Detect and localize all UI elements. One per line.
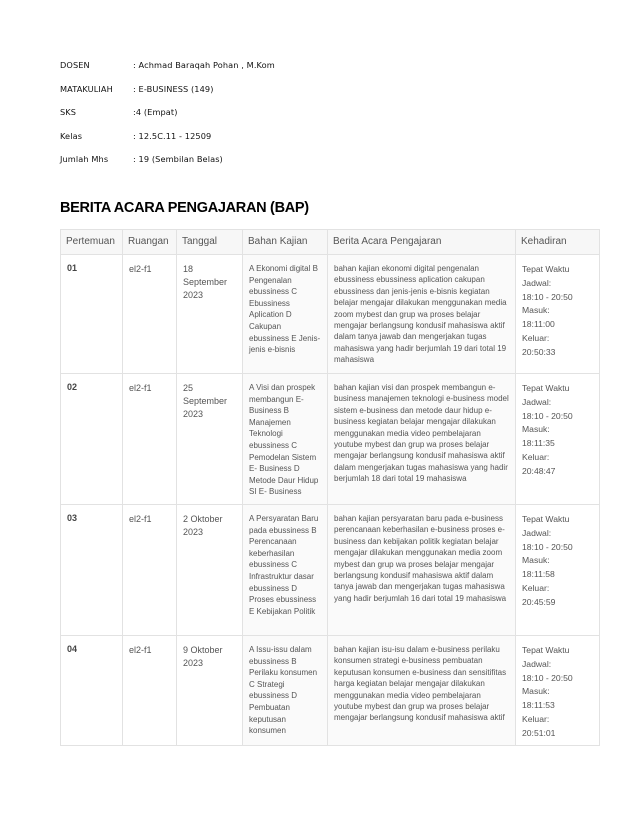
header-tanggal: Tanggal [177,230,243,255]
masuk-label: Masuk: [522,686,550,697]
pertemuan-cell: 01 [61,255,123,374]
jadwal-label: Jadwal: [522,396,552,407]
jadwal-value: 18:10 - 20:50 [522,541,573,552]
keluar-label: Keluar: [522,713,550,724]
berita-acara-cell: bahan kajian isu-isu dalam e-business perilaku konsumen strategi e-business pembuatan keputusan konsumen e-business dan sensitifitas harga kegiatan belajar mengajar dilakukan menggunakan media video pembelajaran youtube mybest dan grup wa proses belajar mengajar berlangsung kondusif mahasiswa aktif [328,636,516,746]
jadwal-value: 18:10 - 20:50 [522,410,573,421]
course-info [60,60,275,178]
kehadiran-cell [516,374,600,505]
header-berita-acara: Berita Acara Pengajaran [328,230,516,255]
kehadiran-cell [516,505,600,636]
table-header-row [61,230,600,255]
keluar-label: Keluar: [522,332,550,343]
table-row [61,374,600,505]
ruangan-cell: el2-f1 [123,636,177,746]
table-row [61,636,600,746]
info-row-sks [60,107,275,131]
page-title: BERITA ACARA PENGAJARAN (BAP) [60,200,309,216]
keluar-value: 20:50:33 [522,346,556,357]
matakuliah-value: : E-BUSINESS (149) [133,83,214,94]
bahan-kajian-cell: A Ekonomi digital B Pengenalan ebussiness C Ebussiness Aplication D Cakupan ebussiness E Jenis-jenis e-bisnis [243,255,328,374]
status-text: Tepat Waktu [522,383,570,393]
table-row [61,255,600,374]
jadwal-label: Jadwal: [522,658,552,669]
masuk-value: 18:11:00 [522,319,555,330]
masuk-value: 18:11:35 [522,438,555,449]
kelas-value: : 12.5C.11 - 12509 [133,130,212,141]
berita-acara-cell: bahan kajian persyaratan baru pada e-business perencanaan keberhasilan e-business proses e-business dan kebijakan politik kegiatan belajar mengajar dilakukan menggunakan media zoom mybest dan grup wa proses belajar mengajar berlangsung kondusif mahasiswa aktif dalam tanya jawab dan mengerjakan tugas mahasiswa yang hadir berjumlah 16 dari total 19 mahasiswa [328,505,516,636]
header-kehadiran: Kehadiran [516,230,600,255]
tanggal-cell: 9 Oktober 2023 [177,636,243,746]
pertemuan-cell: 04 [61,636,123,746]
keluar-label: Keluar: [522,582,550,593]
bahan-kajian-cell: A Issu-issu dalam ebussiness B Perilaku konsumen C Strategi ebussiness D Pembuatan keputusan konsumen [243,636,328,746]
header-ruangan: Ruangan [123,230,177,255]
kelas-label: Kelas [60,130,83,141]
jadwal-value: 18:10 - 20:50 [522,291,573,302]
jadwal-label: Jadwal: [522,527,552,538]
tanggal-cell: 18 September 2023 [177,255,243,374]
keluar-value: 20:48:47 [522,465,556,476]
matakuliah-label: MATAKULIAH [60,83,113,94]
berita-acara-cell: bahan kajian visi dan prospek membangun e-business manajemen teknologi e-business model sistem e-business dan metode daur hidup e-business kegiatan belajar mengajar dilakukan menggunakan media video pembelajaran youtube mybest dan grup wa proses belajar mengajar berlangsung kondusif mahasiswa aktif dalam mengerjakan tugas mahasiswa yang hadir berjumlah 18 dari total 19 mahasiswa [328,374,516,505]
masuk-label: Masuk: [522,424,550,435]
kehadiran-cell [516,255,600,374]
keluar-value: 20:45:59 [522,596,556,607]
masuk-value: 18:11:53 [522,700,555,711]
bahan-kajian-cell: A Visi dan prospek membangun E-Business B Manajemen Teknologi ebussiness C Pemodelan Sistem E- Business D Metode Daur Hidup SI E- Business [243,374,328,505]
header-bahan-kajian: Bahan Kajian [243,230,328,255]
keluar-label: Keluar: [522,451,550,462]
info-row-kelas [60,131,275,155]
pertemuan-cell: 03 [61,505,123,636]
masuk-value: 18:11:58 [522,569,555,580]
status-text: Tepat Waktu [522,264,570,274]
berita-acara-cell: bahan kajian ekonomi digital pengenalan ebussiness ebussiness aplication cakupan ebussiness dan jenis-jenis e-bisnis kegiatan belajar mengajar dilakukan menggunakan media zoom mybest dan grup wa proses belajar mengajar berlangsung kondusif mahasiswa aktif dalam tanya jawab dan mengerjakan tugas mahasiswa yang hadir berjumlah 19 dari total 19 mahasiswa [328,255,516,374]
jumlah-label: Jumlah Mhs [60,154,109,164]
status-text: Tepat Waktu [522,645,570,655]
ruangan-cell: el2-f1 [123,255,177,374]
tanggal-cell: 2 Oktober 2023 [177,505,243,636]
keluar-value: 20:51:01 [522,727,556,738]
dosen-value: : Achmad Baraqah Pohan , M.Kom [133,60,275,70]
ruangan-cell: el2-f1 [123,374,177,505]
tanggal-cell: 25 September 2023 [177,374,243,505]
table-row [61,505,600,636]
masuk-label: Masuk: [522,305,550,316]
dosen-label: DOSEN [60,60,90,70]
sks-value: :4 (Empat) [133,107,178,117]
info-row-dosen [60,60,275,84]
masuk-label: Masuk: [522,555,550,566]
jadwal-value: 18:10 - 20:50 [522,672,573,683]
ruangan-cell: el2-f1 [123,505,177,636]
info-row-matakuliah [60,84,275,108]
bap-table [60,229,600,746]
jumlah-value: : 19 (Sembilan Belas) [133,154,223,164]
status-text: Tepat Waktu [522,514,570,524]
bahan-kajian-cell: A Persyaratan Baru pada ebussiness B Perencanaan keberhasilan ebussiness C Infrastruktur dasar ebussiness D Proses ebussiness E Kebijakan Politik [243,505,328,636]
sks-label: SKS [60,107,77,117]
info-row-jumlah [60,154,275,178]
header-pertemuan: Pertemuan [61,230,123,255]
jadwal-label: Jadwal: [522,277,552,288]
kehadiran-cell [516,636,600,746]
pertemuan-cell: 02 [61,374,123,505]
